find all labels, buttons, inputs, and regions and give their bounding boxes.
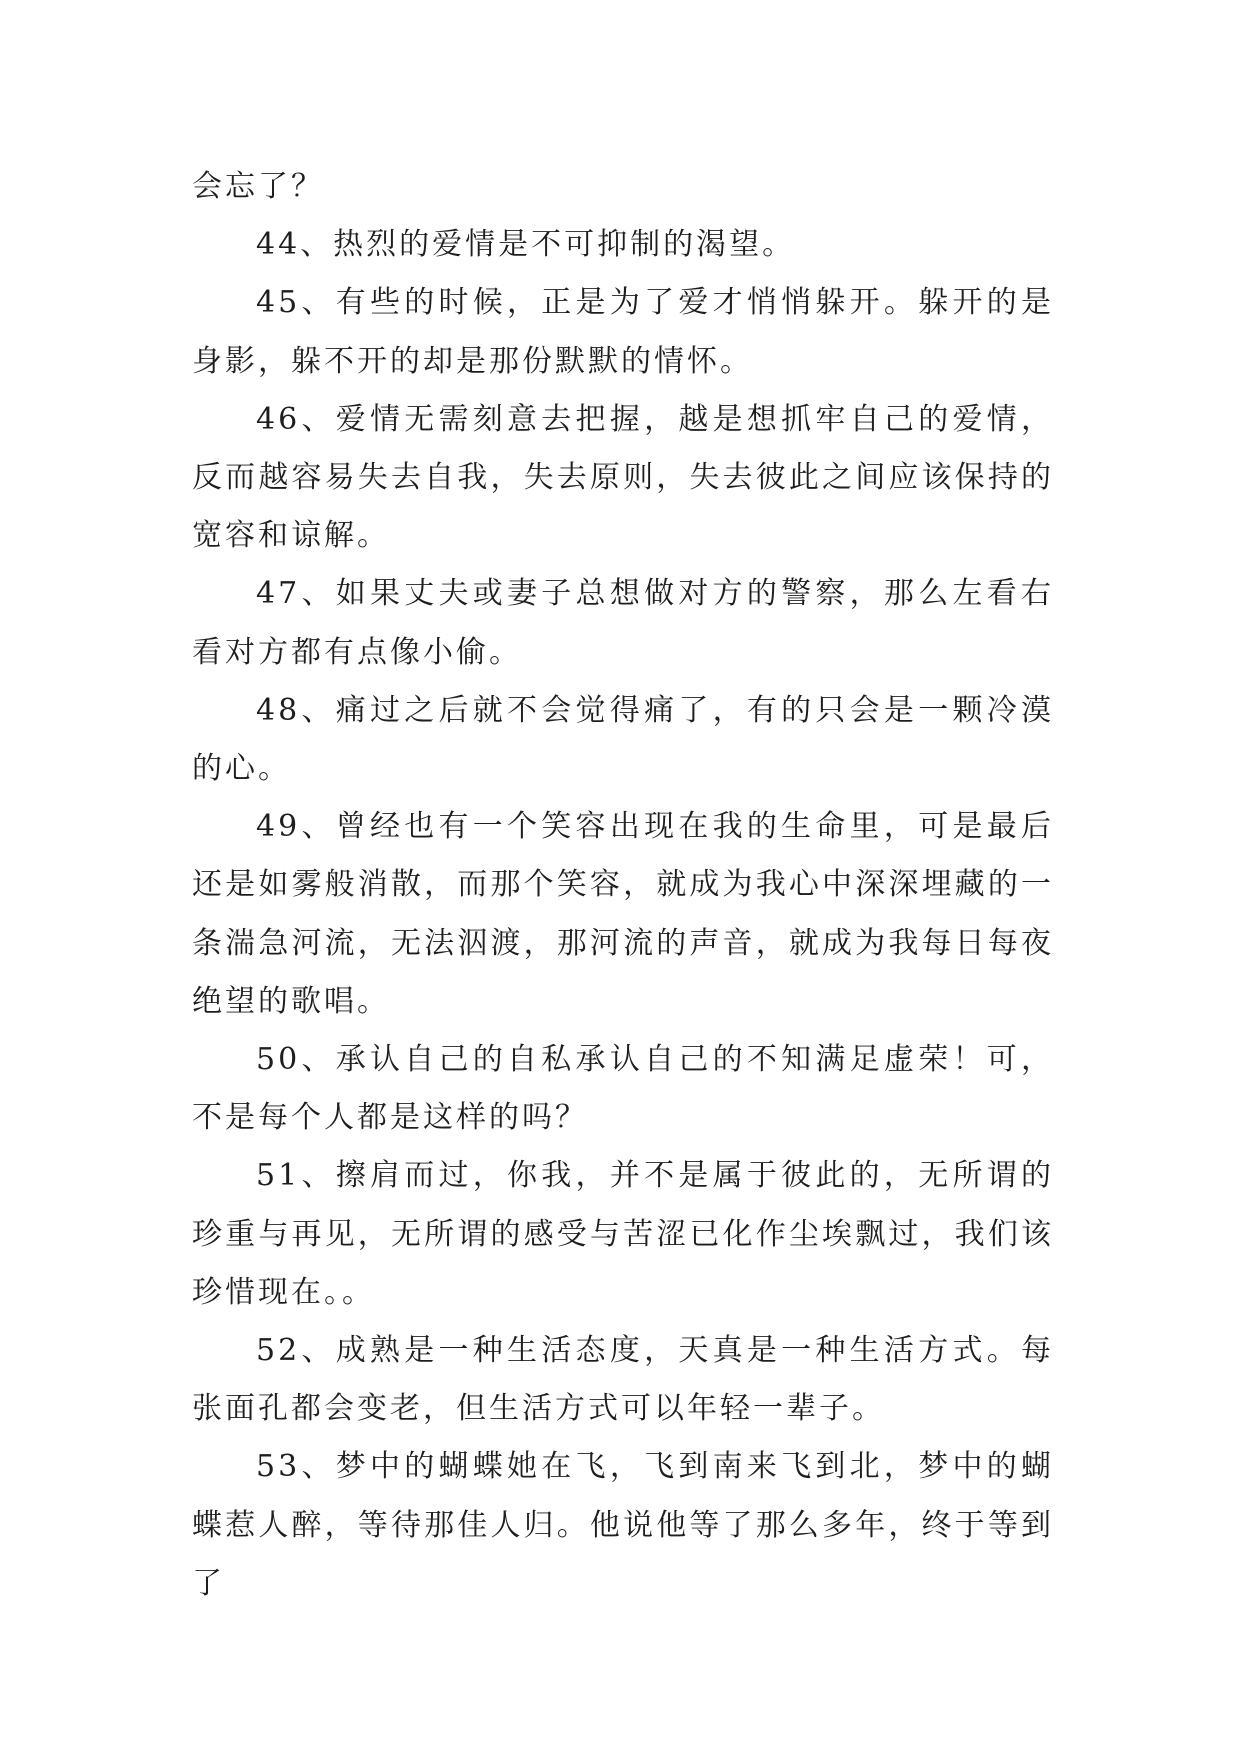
paragraph-50: 50、承认自己的自私承认自己的不知满足虚荣！可，不是每个人都是这样的吗？	[192, 1042, 1054, 1136]
paragraph-48: 48、痛过之后就不会觉得痛了，有的只会是一颗冷漠的心。	[192, 692, 1054, 787]
paragraph-53: 53、梦中的蝴蝶她在飞，飞到南来飞到北，梦中的蝴蝶惹人醉，等待那佳人归。他说他等了那么多年，终于等到了	[192, 1449, 1054, 1601]
paragraph-continuation: 会忘了？	[192, 169, 324, 204]
paragraph-45: 45、有些的时候，正是为了爱才悄悄躲开。躲开的是身影，躲不开的却是那份默默的情怀。	[192, 285, 1054, 379]
paragraph-44: 44、热烈的爱情是不可抑制的渴望。	[256, 227, 796, 263]
paragraph-52: 52、成熟是一种生活态度，天真是一种生活方式。每张面孔都会变老，但生活方式可以年轻一辈子。	[192, 1333, 1054, 1427]
paragraph-47: 47、如果丈夫或妻子总想做对方的警察，那么左看右看对方都有点像小偷。	[192, 576, 1054, 670]
document-page	[192, 158, 1054, 1613]
paragraph-49: 49、曾经也有一个笑容出现在我的生命里，可是最后还是如雾般消散，而那个笑容，就成为我心中深深埋藏的一条湍急河流，无法泅渡，那河流的声音，就成为我每日每夜绝望的歌唱。	[192, 809, 1054, 1019]
paragraph-46: 46、爱情无需刻意去把握，越是想抓牢自己的爱情，反而越容易失去自我，失去原则，失去彼此之间应该保持的宽容和谅解。	[192, 401, 1054, 554]
paragraph-51: 51、擦肩而过，你我，并不是属于彼此的，无所谓的珍重与再见，无所谓的感受与苦涩已化作尘埃飘过，我们该珍惜现在。。	[192, 1158, 1054, 1310]
